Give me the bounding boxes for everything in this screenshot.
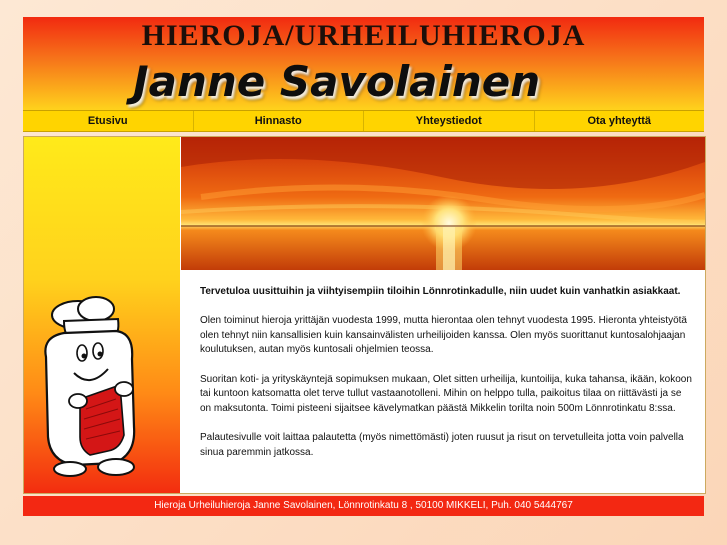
nav-hinnasto[interactable]: Hinnasto: [194, 111, 365, 131]
nav-etusivu[interactable]: Etusivu: [23, 111, 194, 131]
site-header: [23, 17, 704, 110]
nav-yhteystiedot[interactable]: Yhteystiedot: [364, 111, 535, 131]
content-area: [200, 285, 692, 475]
mascot-image: [24, 137, 180, 493]
content-paragraph: Suoritan koti- ja yrityskäyntejä sopimuksen mukaan, Olet sitten urheilija, kuntoilija, kuka tahansa, ikään, kokoon tai kuntoon katsomatta olet terve tullut vastaanotolleni. Mihin on helppo tulla, paikoitus tilaa on riittävästi ja se on maksutonta. Toimi pisteeni sijaitsee kävelymatkan päästä Mikkelin torilta noin 500m Lönnrotinkatu 8:ssa.: [200, 373, 692, 414]
content-paragraph: Olen toiminut hieroja yrittäjän vuodesta 1999, mutta hierontaa olen tehnyt vuodesta 1995. Hieronta yhteistyötä olen tehnyt niin kansallisien kuin kansainvälisten urheilijoiden kanssa. Olen myös suorittanut kuntosalohjaajan koulutuksen, autan myös kuntosali ohjelmien teossa.: [200, 315, 687, 356]
sidebar: [24, 137, 180, 493]
nav-ota-yhteytta[interactable]: Ota yhteyttä: [587, 115, 652, 127]
site-title: HIEROJA/URHEILUHIEROJA: [141, 19, 586, 52]
welcome-text: Tervetuloa uusittuihin ja viihtyisempiin tiloihin Lönnrotinkadulle, niin uudet kuin vanhatkin asiakkaat.: [200, 286, 681, 297]
main-nav: [23, 110, 704, 132]
main-panel: [23, 136, 706, 494]
content-paragraph: Palautesivulle voit laittaa palautetta (myös nimettömästi) joten ruusut ja risut on tervetulleita jotta voin palvella sinua paremmin jatkossa.: [200, 431, 684, 458]
site-owner-name: Janne Savolainen: [133, 57, 541, 106]
footer-contact: Hieroja Urheiluhieroja Janne Savolainen, Lönnrotinkatu 8 , 50100 MIKKELI, Puh. 040 5444767: [23, 496, 704, 516]
sunset-image: [181, 137, 705, 270]
